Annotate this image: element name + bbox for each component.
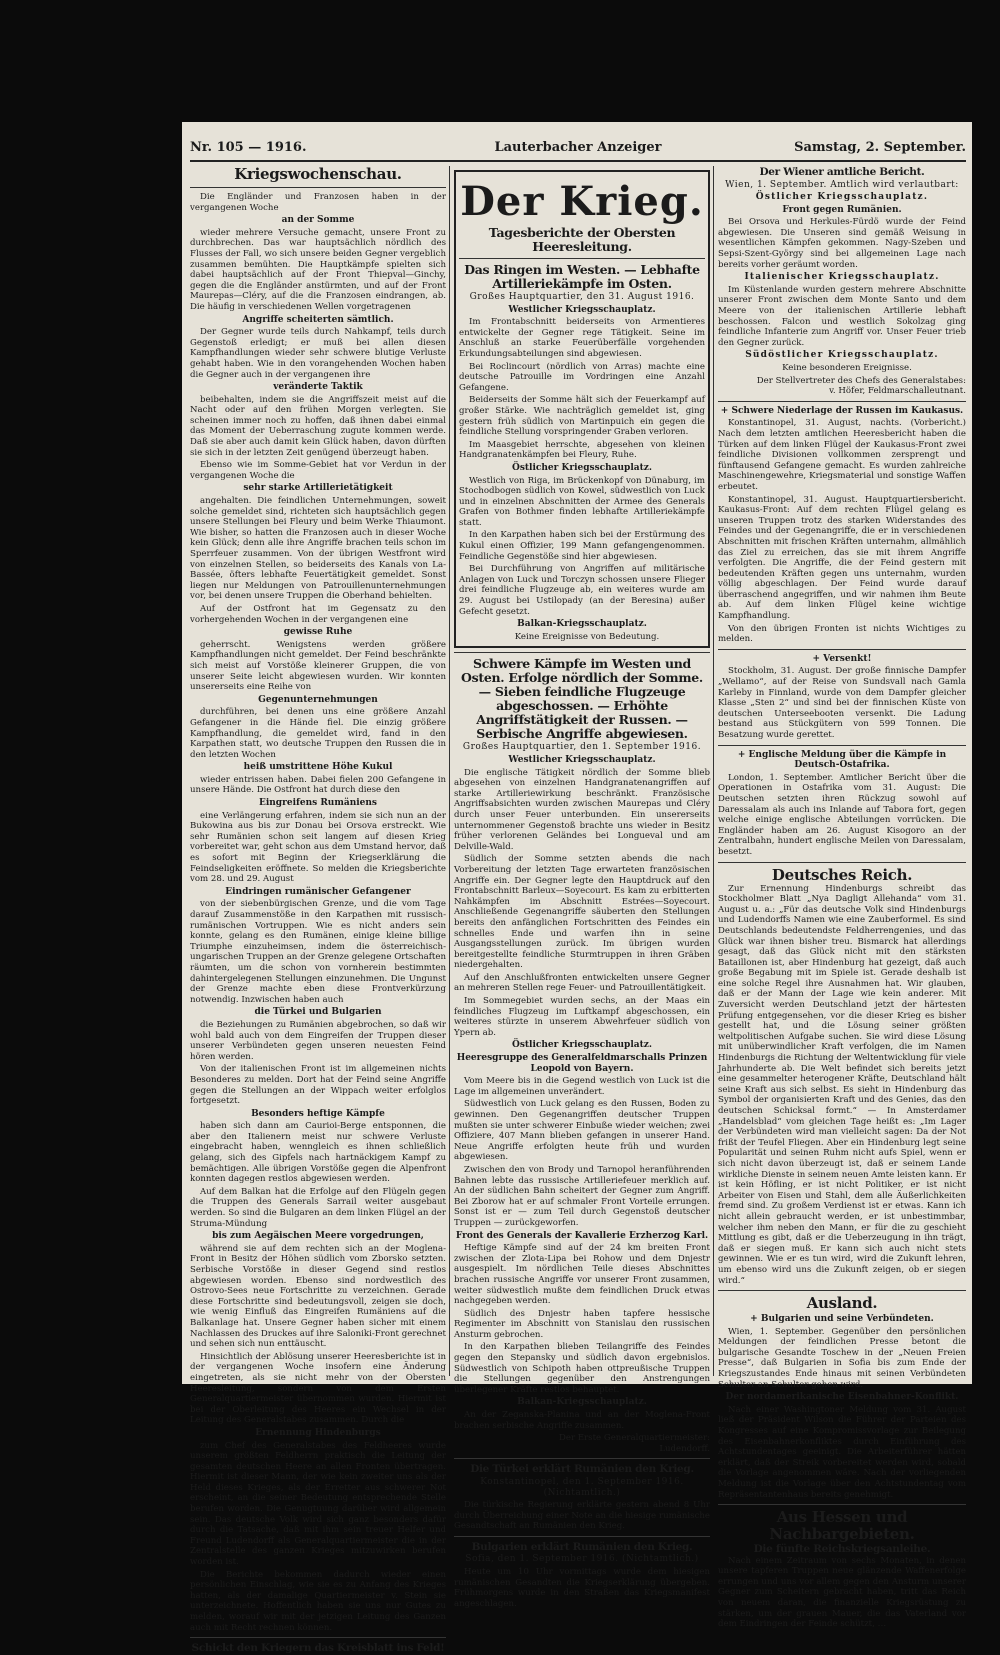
paragraph: Wien, 1. September. Gegenüber den persönlichen Meldungen der feindlichen Presse betont die bulgarische Gesandte Toschew in der „Neuen Freien Presse“, daß Bulgarien in Sofia bis zum Ende der Kriegszustandes Ende hinaus mit seinen Verbündeten Schulter an Schulter gehen wird. xyxy=(718,1326,966,1390)
paragraph: Hinsichtlich der Ablösung unserer Heeresberichte ist in der vergangenen Woche insofern eine Änderung eingetreten, als sie nicht mehr von der Obersten Heeresleitung, sondern von dem Ersten Generalquartiermeister übernommen wurden. Hiermit ist bei der Oberleitung des Heeres ein Wechsel in der Leitung des Generalstabes zusammen. Durch die xyxy=(190,1351,446,1426)
paragraph: Vom Meere bis in die Gegend westlich von Luck ist die Lage im allgemeinen unverändert. xyxy=(454,1076,710,1097)
paragraph: Konstantinopel, 31. August, nachts. (Vorbericht.) Nach dem letzten amtlichen Heeresbericht haben die Türken auf dem linken Flügel der Kaukasus-Front zwei feindliche Divisionen vollkommen zersprengt und fünftausend Gefangene gemacht. Es wurden zahlreiche Maschinengewehre, Kriegsmaterial und sonstige Waffen erbeutet. xyxy=(718,418,966,492)
paragraph: Zwischen den von Brody und Tarnopol heranführenden Bahnen lebte das russische Artilleriefeuer merklich auf. An der südlichen Bahn scheitert der Gegner zum Angriff. Bei Zborow hat er auf schmaler Front Vorteile errungen. Sonst ist er — zum Teil durch Gegenstoß deutscher Truppen — zurückgeworfen. xyxy=(454,1164,710,1228)
paragraph: Die Berichte bekommen dadurch wieder einen persönlichen Einschlag, wie sie es zu Anfang des Krieges hatten, als der damalige Quartiermeister v. Stein sie unterzeichnete. Hoffentlich haben sie uns nur Gutes zu melden, worauf wir mit der jetzigen Leitung des Ganzen auch mit Recht rechnen können. xyxy=(190,1569,446,1633)
paragraph: Heftige Kämpfe sind auf der 24 km breiten Front zwischen der Zlota-Lipa bei Rohow und dem Dnjestr ausgespielt. Im nördlichen Teile dieses Abschnittes brachen russische Angriffe vor unserer Front zusammen, weiter südwestlich mußte dem feindlichen Druck etwas nachgegeben werden. xyxy=(454,1243,710,1307)
subhead: Westlicher Kriegsschauplatz. xyxy=(508,304,656,315)
subhead: Italienischer Kriegsschauplatz. xyxy=(744,272,940,283)
paragraph: Die türkische Regierung erklärte gestern abend 8 Uhr durch Überreichung einer Note an die hiesige rumänische Gesandtschaft an Rumänien den Krieg. xyxy=(454,1500,710,1532)
issue-date: Samstag, 2. September. xyxy=(794,140,966,155)
paragraph: haben sich dann am Caurioi-Berge entsponnen, die aber den Italienern meist nur schwere Verluste eingebracht haben, wenngleich es ihnen schließlich gelang, sich des Gipfels nach hartnäckigem Kampf zu bemächtigen. Alle übrigen Vorstöße gegen die Alpenfront konnten dagegen restlos abgewiesen werden. xyxy=(190,1121,446,1185)
subhead: + Bulgarien und seine Verbündeten. xyxy=(750,1314,934,1325)
subhead: die Türkei und Bulgarien xyxy=(254,1007,382,1018)
paragraph: Beiderseits der Somme hält sich der Feuerkampf auf großer Stärke. Wie nachträglich gemeldet ist, ging gestern früh südlich von Martinpuich ein gegen die feindliche Stellung vorspringender Graben verloren. xyxy=(459,395,705,438)
subhead: Westlicher Kriegsschauplatz. xyxy=(508,755,656,765)
paragraph: Südlich der Somme setzten abends die nach Vorbereitung der letzten Tage erwarteten französischen Angriffe ein. Der Gegner legte den Hauptdruck auf den Frontabschnitt Barleux—Soyecourt. Es kam zu erbitterten Nahkämpfen im Abschnitt Estrées—Soyecourt. Anschließende Gegenangriffe säuberten den Stellungen bereits den anfänglichen Fortschritten des Feindes ein schnelles Ende und warfen ihn in seine Ausgangsstellungen zurück. Im übrigen wurden bereitgestellte feindliche Sturmtruppen in ihren Gräben niedergehalten. xyxy=(454,854,710,971)
paragraph: Nach einer Washingtoner Meldung vom 31. August ließ der Präsident Wilson die Führer der Parteien des Kongresses auf eine Kompromissvorlage zur Beilegung des Eisenbahnerkonfliktes durch Einführung des Achtstundentages geeinigt. Die Arbeiterführer hätten erklärt, daß der Streik vorbereitet werden wird, sobald die Vorlage angenommen wäre. Nach der vorliegenden Meldung ist die Vorlage über den Achtstundentag vom Repräsentantenhaus bereits genehmigt. xyxy=(718,1404,966,1500)
paragraph: von der siebenbürgischen Grenze, und die vom Tage darauf Zusammenstöße in den Karpathen mit russisch-rumänischen Vortruppen. Wie es nicht anders sein konnte, gelang es den Rumänen, einige kleine billige Triumphe einzuheimsen, indem die österreichisch-ungarischen Truppen an der Grenze gelegene Ortschaften räumten, um die schon von vornherein bestimmten dahintergelegenen Stellungen einzunehmen. Die Ungunst der Grenze machte eben diese Frontverkürzung notwendig. Inzwischen haben auch xyxy=(190,899,446,1005)
headline: Schwere Kämpfe im Westen und Osten. Erfolge nördlich der Somme. — Sieben feindliche Flugzeuge abgeschossen. — Erhöhte Angriffstätigkeit der Russen. — Serbische Angriffe abgewiesen. xyxy=(461,656,703,742)
footer-slogan: Schickt den Kriegern das Kreisblatt ins Feld! xyxy=(191,1642,445,1655)
divider xyxy=(718,1290,966,1291)
subhead: Front des Generals der Kavallerie Erzherzog Karl. xyxy=(455,1230,709,1241)
paragraph: wieder mehrere Versuche gemacht, unsere Front zu durchbrechen. Das war hauptsächlich nördlich des Flusses der Fall, wo sich unsere beiden Gegner vergeblich zusammen bemühten. Die Hauptkämpfe spielten sich dabei hauptsächlich auf der Front Thiepval—Ginchy, gegen die die Engländer anstürmten, und auf der Front Maurepas—Cléry, auf die die Franzosen eindrangen, ab. Die häufig in verschiedenen Wellen vorgetragenen xyxy=(190,227,446,312)
divider xyxy=(718,862,966,863)
section-title: Kriegswochenschau. xyxy=(234,165,402,183)
paragraph: durchführen, bei denen uns eine größere Anzahl Gefangener in die Hände fiel. Die einzig größere Kampfhandlung, die gemeldet wird, fand in den Karpathen statt, wo deutsche Truppen den Russen die in den letzten Wochen xyxy=(190,707,446,760)
subhead: Der nordamerikanische Eisenbahner-Konflikt. xyxy=(725,1392,959,1403)
paragraph: Heute um 10 Uhr vormittags wurde dem hiesigen rumänischen Gesandten die Kriegserklärung übergeben. Frühmorgens wurde in den Straßen das Kriegsmanifest angeschlagen. xyxy=(454,1566,710,1609)
subhead: Südöstlicher Kriegsschauplatz. xyxy=(745,350,939,361)
paragraph: Südlich des Dnjestr haben tapfere hessische Regimenter im Abschnitt von Stanislau den russischen Ansturm gebrochen. xyxy=(454,1308,710,1340)
dateline: Konstantinopel, den 1. September 1916. (Nichtamtlich.) xyxy=(480,1476,684,1498)
divider xyxy=(454,1536,710,1537)
paragraph: Konstantinopel, 31. August. Hauptquartiersbericht. Kaukasus-Front: Auf dem rechten Flügel gelang es unseren Truppen trotz des starken Widerstandes des Feindes und der Gegenangriffe, die er in verschiedenen Abschnitten mit frischen Kräften unternahm, allmählich das Ziel zu erreichen, das sie mit ihrem Angriffe verfolgten. Die Angriffe, die der Feind gestern mit bedeutenden Kräften gegen uns unternahm, wurden völlig abgeschlagen. Der Feind wurde darauf überraschend angegriffen, und wir nahmen ihm Beute ab. Auf dem linken Flügel keine wichtige Kampfhandlung. xyxy=(718,494,966,622)
headline: Die fünfte Reichskriegsanleihe. xyxy=(753,1543,931,1556)
paragraph: Die englische Tätigkeit nördlich der Somme blieb abgesehen von einzelnen Handgranatenangriffen auf starke Artilleriewirkung beschränkt. Französische Angriffsabsichten wurden zwischen Maurepas und Cléry durch unser Feuer unterbunden. Ein unsererseits unternommener Gegenstoß brachte uns wieder in Besitz früher verlorenen Geländes bei Longueval und am Delville-Wald. xyxy=(454,767,710,852)
divider xyxy=(718,745,966,746)
paragraph: Von den übrigen Fronten ist nichts Wichtiges zu melden. xyxy=(718,623,966,645)
paragraph: Zur Ernennung Hindenburgs schreibt das Stockholmer Blatt „Nya Dagligt Allehanda“ vom 31. August u. a.: „Für das deutsche Volk sind Hindenburgs und Ludendorffs Namen wie eine Zauberformel. Es sind Deutschlands bedeutendste Feldherrengenies, und das Glück war ihnen bisher treu. Bismarck hat allerdings gesagt, daß das Glück nicht mit den stärksten Bataillonen ist, aber Hindenburg hat gezeigt, daß auch große Begabung mit im Spiele ist. Gerade deshalb ist eine solche Regel ihre Ausnahmen hat. Wir glauben, daß er der Mann der Lage wie kein anderer. Mit Zuversicht werden Deutschland jetzt der härtesten Prüfung entgegensehen, vor die dieser Krieg es bisher gestellt hat, und die Lösung seiner größten weltpolitischen Aufgabe suchen. Sie wird diese Lösung mit unüberwindlicher Kraft verfolgen, die im Namen Hindenburgs die Richtung der Weltentwicklung für viele Jahrhunderte ab. Die Welt befindet sich bereits jetzt eine gesammelter heterogener Kräfte, Deutschland hält seine Kraft aus sich selbst. Es sieht in Hindenburg das Symbol der organisierten Kraft und des Genies, das den deutschen Schicksal formt.“ — In Amsterdamer „Handelsblad“ vom gleichen Tage heißt es: „Im Lager der Verbündeten wird man vielleicht sagen: Da der Not frißt der Teufel Fliegen. Aber ein Hindenburg legt seine Popularität und seinen Ruhm nicht aufs Spiel, wenn er sich nicht davon überzeugt ist, daß er seinem Lande wirkliche Dienste in seinem neuen Amte leisten kann. Er ist kein Höfling, er ist nicht Politiker, er ist nicht Arbeiter von Eisen und Stahl, dem alle Äußerlichkeiten fremd sind. Zu großem Verdienst ist er etwas. Kann ich nicht allein gebraucht werden, er ist unbestimmbar, welcher ihm neben den Mann, er für die zu geschieht Mittlung es gibt, daß er die Ueberzeugung in ihn trägt, daß er siegen muß. Er kann sich auch nicht stets gewinnen. Wie er es tun wird, wird die Zukunft lehren, um ebenso wird uns die Zukunft zeigen, ob er siegen wird.“ xyxy=(718,883,966,1286)
subhead: Eingreifens Rumäniens xyxy=(258,798,378,809)
paragraph: Südwestlich von Luck gelang es den Russen, Boden zu gewinnen. Den Gegenangriffen deutscher Truppen mußten sie unter schwerer Einbuße wieder weichen; zwei Offiziere, 407 Mann blieben gefangen in unserer Hand. Neue Angriffe erfolgten heute früh und wurden abgewiesen. xyxy=(454,1099,710,1163)
divider xyxy=(454,1458,710,1459)
paragraph: eine Verlängerung erfahren, indem sie sich nun an der Bukowina aus bis zur Donau bei Orsova erstreckt. Wie sehr Rumänien schon seit langem auf diesen Krieg vorbereitet war, geht schon aus dem Umstand hervor, daß es sofort mit Beginn der Kriegserklärung die Feindseligkeiten eröffnete. So melden die Kriegsberichte vom 28. und 29. August xyxy=(190,810,446,885)
column-der-krieg xyxy=(454,166,710,1609)
signature-line: Der Erste Generalquartiermeister: xyxy=(558,1433,710,1444)
subhead: gewisse Ruhe xyxy=(283,627,353,638)
divider xyxy=(190,1637,446,1638)
headline: Der Wiener amtliche Bericht. xyxy=(759,166,925,178)
newspaper-page xyxy=(182,122,972,1655)
paragraph: Bei Orsova und Herkules-Fürdö wurde der Feind abgewiesen. Die Unseren sind gemäß Weisung in wesentlichen Kämpfen gekommen. Nagy-Szeben und Sepsi-Szent-György sind bei allgemeinen Lage nach bereits vorher geräumt worden. xyxy=(718,217,966,270)
paragraph: die Beziehungen zu Rumänien abgebrochen, so daß wir wohl bald auch von dem Eingreifen der Truppen dieser unserer Verbündeten gegen unseren neuesten Feind hören werden. xyxy=(190,1019,446,1062)
paragraph: In den Karpathen haben sich bei der Erstürmung des Kukul einen Offizier, 199 Mann gefangengenommen. Feindliche Gegenstöße sind hier abgewiesen. xyxy=(459,530,705,562)
paragraph: An der Zeganska-Planina und an der Moglena-Front brachen serbische Angriffe zusammen. xyxy=(454,1410,710,1431)
subhead: Besonders heftige Kämpfe xyxy=(251,1108,385,1119)
divider xyxy=(718,1504,966,1505)
paragraph: London, 1. September. Amtlicher Bericht über die Operationen in Ostafrika vom 31. August: Die Deutschen setzten ihren Rückzug sowohl auf Daressalam als auch ins Inlande auf Tabora fort, gegen welche einige englische Abteilungen vorrücken. Die Engländer haben am 26. August Kisogoro an der Zentralbahn, hundert englische Meilen von Daressalam, besetzt. xyxy=(718,772,966,857)
subhead: Balkan-Kriegsschauplatz. xyxy=(517,619,647,630)
subhead: bis zum Aegäischen Meere vorgedrungen, xyxy=(212,1231,424,1242)
section-title: Aus Hessen und Nachbargebieten. xyxy=(769,1508,915,1544)
paragraph: Keine Ereignisse von Bedeutung. xyxy=(514,631,660,642)
subhead: an der Somme xyxy=(281,215,355,226)
headline: Bulgarien erklärt Rumänien den Krieg. xyxy=(471,1540,693,1553)
signature-name: Ludendorff. xyxy=(659,1443,710,1454)
subhead: Östlicher Kriegsschauplatz. xyxy=(511,462,652,473)
paragraph: In den Karpathen blieben Teilangriffe des Feindes gegen den Stepansky und südlich davon ergebnislos. Südwestlich von Schipoth haben ottpreußische Truppen die Stellungen gegenüber den Anstrengungen überlegener Kräfte restlos behauptet. xyxy=(454,1342,710,1395)
paragraph: Der Gegner wurde teils durch Nahkampf, teils durch Gegenstoß erledigt; er muß bei allen diesen Kampfhandlungen wieder sehr schwere blutige Verluste gehabt haben. Wie in den vorangehenden Wochen haben die Gegner auch in der vergangenen ihre xyxy=(190,327,446,380)
issue-number: Nr. 105 — 1916. xyxy=(190,140,307,155)
headline: + Versenkt! xyxy=(812,653,872,664)
column-kriegswochenschau xyxy=(190,165,446,1655)
column-rule xyxy=(713,166,714,1376)
paragraph: Keine besonderen Ereignisse. xyxy=(782,363,912,373)
paragraph: geherrscht. Wenigstens werden größere Kampfhandlungen nicht gemeldet. Der Feind beschränkte sich meist auf Vorstöße kleinerer Gruppen, die von unserer Seite leicht abgewiesen wurden. Wir konnten unsererseits eine Reihe von xyxy=(190,639,446,693)
subhead: Ernennung Hindenburgs xyxy=(255,1427,381,1438)
newspaper-name: Lauterbacher Anzeiger xyxy=(494,140,662,155)
subhead: heiß umstrittene Höhe Kukul xyxy=(243,762,393,773)
divider xyxy=(718,649,966,650)
paragraph: zum Chef des Generalstabes des Feldheeres wurde unserem größten Feldherrn praktisch die Leitung der gesamten deutschen Heere an allen Fronten übertragen. Hiermit ist dieser Mann, der wie kein zweiter uns als der Held dieses Krieges, als der Erretter aus schwerer Not erscheint, an die seiner Bedeutung entsprechende Stelle berufen worden. Die Genugtuung darüber wird allgemein sein. Das deutsche Volk wird sich ganz besonders dafür durch die Tatsache, daß mit ihm sein treuer Helfer und Freund Ludendorff als Generalquartiermeister die in der Zentralstelle des ganzen Krieges mitzuwirken berufen worden ist. xyxy=(190,1440,446,1568)
der-krieg-box xyxy=(454,170,710,648)
paragraph: Nach einem Zeitraum von sechs Monaten, in denen unsere tapferen Truppen neue glänzende Waffenerfolge errungen und uns vor allem gegen den Ansturm unserer Gegner zum Scheitern gebracht haben, tritt das Reich von neuem daran, die finanzielle Kriegsrüstung zu stärken, um der grauen Mauer, die das Vaterland vor dem Eindringen der Feinde schützt, … xyxy=(718,1555,966,1630)
column-right xyxy=(718,166,966,1630)
section-title: Ausland. xyxy=(806,1294,878,1313)
dateline: Großes Hauptquartier, den 1. September 1916. xyxy=(462,742,702,753)
paragraph: Im Frontabschnitt beiderseits von Armentieres entwickelte der Gegner rege Tätigkeit. Seine im Anschluß an starke Feuerüberfälle vorgehenden Erkundungsabteilungen sind abgewiesen. xyxy=(459,317,705,359)
dateline: Wien, 1. September. Amtlich wird verlautbart: xyxy=(725,179,959,190)
headline: + Schwere Niederlage der Russen im Kaukasus. xyxy=(720,405,964,416)
paragraph: wieder entrissen haben. Dabei fielen 200 Gefangene in unsere Hände. Die Ostfront hat durch diese den xyxy=(190,774,446,796)
subhead: Angriffe scheiterten sämtlich. xyxy=(242,314,394,325)
paragraph: Auf den Anschlußfronten entwickelten unsere Gegner an mehreren Stellen rege Feuer- und Patrouillentätigkeit. xyxy=(454,972,710,994)
main-headline: Der Krieg. xyxy=(460,178,704,225)
paragraph: Stockholm, 31. August. Der große finnische Dampfer „Wellamo“, auf der Reise von Sundsvall nach Gamla Karleby in Finnland, wurde von dem Dampfer gleicher Klasse „Sten 2“ und sind bei der finnischen Küste von deutschen Unterseebooten versenkt. Die Ladung bestand aus Stückgütern von 599 Tonnen. Die Besatzung wurde gerettet. xyxy=(718,666,966,740)
paragraph: Bei Roclincourt (nördlich von Arras) machte eine deutsche Patrouille im Vordringen eine Anzahl Gefangene. xyxy=(459,361,705,393)
subhead: Balkan-Kriegsschauplatz. xyxy=(517,1397,647,1408)
dateline: Sofia, den 1. September 1916. (Nichtamtlich.) xyxy=(465,1554,699,1565)
dateline: Großes Hauptquartier, den 31. August 1916. xyxy=(469,292,695,302)
signature-name: v. Höfer, Feldmarschalleutnant. xyxy=(829,386,966,397)
paragraph: beibehalten, indem sie die Angriffszeit meist auf die Nacht oder auf den frühen Morgen verlegten. Sie scheinen immer noch zu hoffen, daß ihnen dabei einmal das Moment der Ueberraschung zugute kommen werde. Daß sie aber auch damit kein Glück haben, davon dürften sie sich in der letzten Zeit genügend überzeugt haben. xyxy=(190,394,446,458)
paragraph: Bei Durchführung von Angriffen auf militärische Anlagen von Luck und Torczyn schossen unsere Flieger drei feindliche Flugzeuge ab, ein weiteres wurde am 29. August bei Ustilopady (an der Beresina) außer Gefecht gesetzt. xyxy=(459,564,705,617)
column-rule xyxy=(449,166,450,1376)
paragraph: Von der italienischen Front ist im allgemeinen nichts Besonderes zu melden. Dort hat der Feind seine Angriffe gegen die Stellungen an der Wippach weiter erfolglos fortgesetzt. xyxy=(190,1064,446,1107)
paragraph: Auf dem Balkan hat die Erfolge auf den Flügeln gegen die Truppen des Generals Sarrail weiter ausgebaut werden. So sind die Bulgaren an dem linken Flügel an der Struma-Mündung xyxy=(190,1186,446,1229)
paragraph: angehalten. Die feindlichen Unternehmungen, soweit solche gemeldet sind, richteten sich hauptsächlich gegen unsere Stellungen bei Fleury und beim Werke Thiaumont. Wie bisher, so hatten die Franzosen auch in dieser Woche kein Glück; denn alle ihre Angriffe brachen teils schon im Sperrfeuer zusammen. Von der übrigen Westfront wird von einzelnen Stellen, so beiderseits des Kanals von La-Bassée, öfters lebhafte Feuertätigkeit gemeldet. Sonst liegen nur Meldungen von Patrouillenunternehmungen vor, bei denen unsere Truppen die Oberhand behielten. xyxy=(190,496,446,602)
paragraph: während sie auf dem rechten sich an der Moglena-Front in Besitz der Höhen südlich vom Zborsko setzten. Serbische Vorstöße in dieser Gegend sind restlos abgewiesen worden. Ebenso sind nordwestlich des Ostrovo-Sees neue Fortschritte zu verzeichnen. Gerade diese Fortschritte sind bedeutungsvoll, zeigen sie doch, wie wenig Einfluß das Eingreifen Rumäniens auf die Balkanlage hat. Unsere Gegner haben sicher mit einem Nachlassen des Druckes auf ihre Saloniki-Front gerechnet und sehen sich nun enttäuscht. xyxy=(190,1243,446,1350)
divider xyxy=(454,652,710,653)
divider xyxy=(190,187,446,188)
subhead: Östlicher Kriegsschauplatz. xyxy=(511,1040,652,1051)
subhead: Gegenunternehmungen xyxy=(258,694,378,705)
subheadline: Tagesberichte der Obersten Heeresleitung. xyxy=(488,225,676,254)
divider xyxy=(718,401,966,402)
paragraph: Ebenso wie im Somme-Gebiet hat vor Verdun in der vergangenen Woche die xyxy=(190,460,446,481)
signature-line: Der Stellvertreter des Chefs des Generalstabes: xyxy=(756,375,966,386)
subhead: Heeresgruppe des Generalfeldmarschalls Prinzen Leopold von Bayern. xyxy=(456,1053,708,1074)
subhead: veränderte Taktik xyxy=(273,382,363,393)
section-title: Deutsches Reich. xyxy=(771,865,913,884)
paragraph: Auf der Ostfront hat im Gegensatz zu den vorhergehenden Wochen in der vergangenen eine xyxy=(190,603,446,625)
divider xyxy=(459,258,705,259)
subhead: sehr starke Artillerietätigkeit xyxy=(243,483,393,494)
subhead: Eindringen rumänischer Gefangener xyxy=(225,886,411,897)
paragraph: Im Maasgebiet herrschte, abgesehen von kleinen Handgranatenkämpfen bei Fleury, Ruhe. xyxy=(459,439,705,461)
paragraph: Im Küstenlande wurden gestern mehrere Abschnitte unserer Front zwischen dem Monte Santo und dem Meere von der italienischen Artillerie lebhaft beschossen. Falcon und westlich Sokolzag ging feindliche Infanterie zum Angriff vor. Unser Feuer trieb den Gegner zurück. xyxy=(718,284,966,348)
subhead: Östlicher Kriegsschauplatz. xyxy=(755,192,929,203)
subhead: Front gegen Rumänien. xyxy=(782,204,902,215)
paragraph: Im Sommegebiet wurden sechs, an der Maas ein feindliches Flugzeug im Luftkampf abgeschossen, ein weiteres stürzte in unserem Abwehrfeuer südlich von Ypern ab. xyxy=(454,996,710,1038)
paragraph: Die Engländer und Franzosen haben in der vergangenen Woche xyxy=(190,192,446,213)
headline: + Englische Meldung über die Kämpfe in Deutsch-Ostafrika. xyxy=(737,749,947,771)
headline: Das Ringen im Westen. — Lebhafte Artilleriekämpfe im Osten. xyxy=(464,262,700,291)
masthead xyxy=(190,134,966,162)
paragraph: Westlich von Riga, im Brückenkopf von Dünaburg, im Stochodbogen südlich von Kowel, südwestlich von Luck und in einzelnen Abschnitten der Armee des Generals Grafen von Bothmer finden lebhafte Artilleriekämpfe statt. xyxy=(459,475,705,528)
headline: Die Türkei erklärt Rumänien den Krieg. xyxy=(470,1463,694,1476)
